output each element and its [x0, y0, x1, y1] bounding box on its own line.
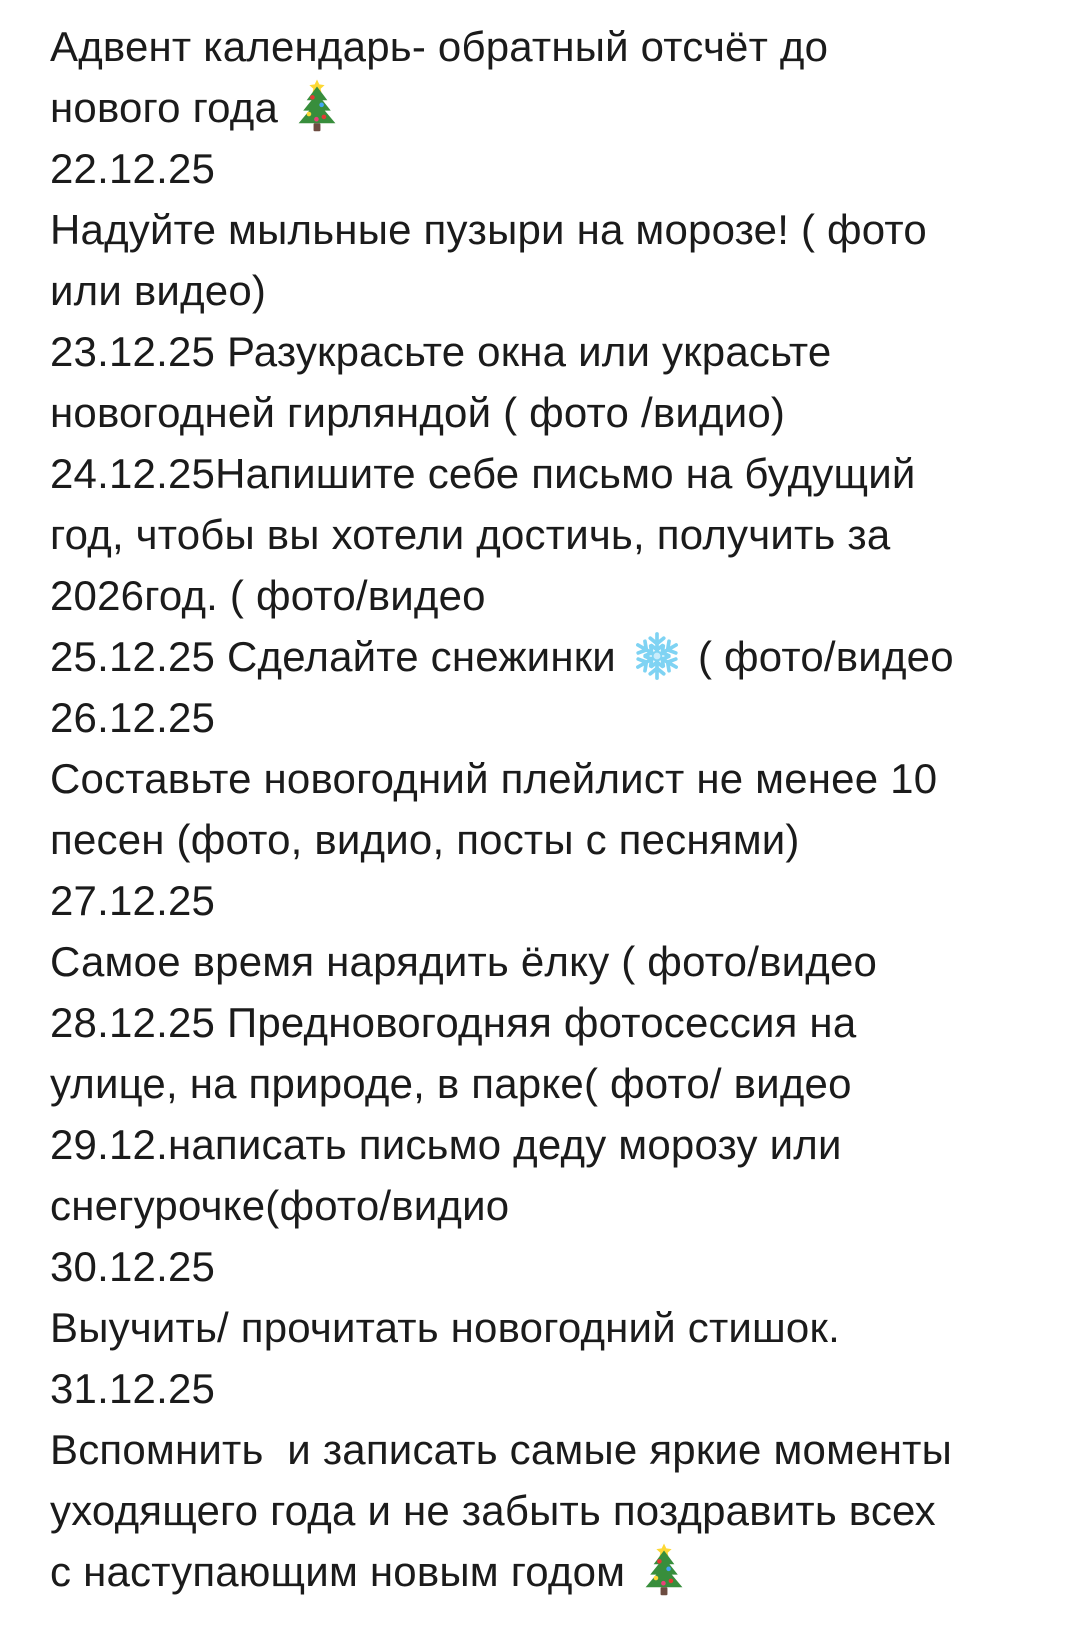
text-line [50, 931, 1070, 992]
text-line [50, 77, 1070, 138]
text-line [50, 321, 1070, 382]
line-text: 22.12.25 [50, 145, 216, 192]
line-text: 30.12.25 [50, 1243, 216, 1290]
text-line [50, 687, 1070, 748]
text-line [50, 870, 1070, 931]
line-text: 26.12.25 [50, 694, 216, 741]
text-line [50, 1541, 1070, 1602]
text-line [50, 1297, 1070, 1358]
line-text: 31.12.25 [50, 1365, 216, 1412]
line-text: ( фото/видео [697, 633, 954, 680]
line-text: Вспомнить и записать самые яркие моменты [50, 1426, 952, 1473]
line-text: нового года [50, 84, 279, 131]
line-text: Выучить/ прочитать новогодний стишок. [50, 1304, 840, 1351]
line-text: 24.12.25Напишите себе письмо на будущий [50, 450, 916, 497]
line-text: 27.12.25 [50, 877, 216, 924]
line-text: год, чтобы вы хотели достичь, получить за [50, 511, 891, 558]
post-text-block [50, 16, 1070, 1602]
line-text: улице, на природе, в парке( фото/ видео [50, 1060, 852, 1107]
line-text: или видео) [50, 267, 267, 314]
text-line [50, 199, 1070, 260]
text-line [50, 16, 1070, 77]
text-line [50, 992, 1070, 1053]
line-text: Самое время нарядить ёлку ( фото/видео [50, 938, 878, 985]
text-line [50, 565, 1070, 626]
text-line [50, 1114, 1070, 1175]
text-line [50, 443, 1070, 504]
text-line [50, 138, 1070, 199]
line-text: 23.12.25 Разукрасьте окна или украсьте [50, 328, 832, 375]
line-text: новогодней гирляндой ( фото /видио) [50, 389, 786, 436]
text-line [50, 1480, 1070, 1541]
line-text: 2026год. ( фото/видео [50, 572, 486, 619]
text-line [50, 260, 1070, 321]
line-text: снегурочке(фото/видио [50, 1182, 510, 1229]
line-text: с наступающим новым годом [50, 1548, 626, 1595]
line-text: Составьте новогодний плейлист не менее 10 [50, 755, 938, 802]
christmas-tree-icon [294, 78, 340, 134]
line-text: песен (фото, видио, посты с песнями) [50, 816, 800, 863]
text-line [50, 1419, 1070, 1480]
text-line [50, 1236, 1070, 1297]
line-text: уходящего года и не забыть поздравить всех [50, 1487, 936, 1534]
line-text: 29.12.написать письмо деду морозу или [50, 1121, 842, 1168]
text-line [50, 382, 1070, 443]
line-text: 25.12.25 Сделайте снежинки [50, 633, 616, 680]
line-text: Адвент календарь- обратный отсчёт до [50, 23, 829, 70]
text-line [50, 626, 1070, 687]
text-line [50, 504, 1070, 565]
text-line [50, 1358, 1070, 1419]
text-line [50, 1053, 1070, 1114]
christmas-tree-icon [641, 1542, 687, 1598]
line-text: 28.12.25 Предновогодняя фотосессия на [50, 999, 857, 1046]
text-line [50, 748, 1070, 809]
text-line [50, 1175, 1070, 1236]
line-text: Надуйте мыльные пузыри на морозе! ( фото [50, 206, 927, 253]
snowflake-icon [630, 629, 684, 683]
text-line [50, 809, 1070, 870]
